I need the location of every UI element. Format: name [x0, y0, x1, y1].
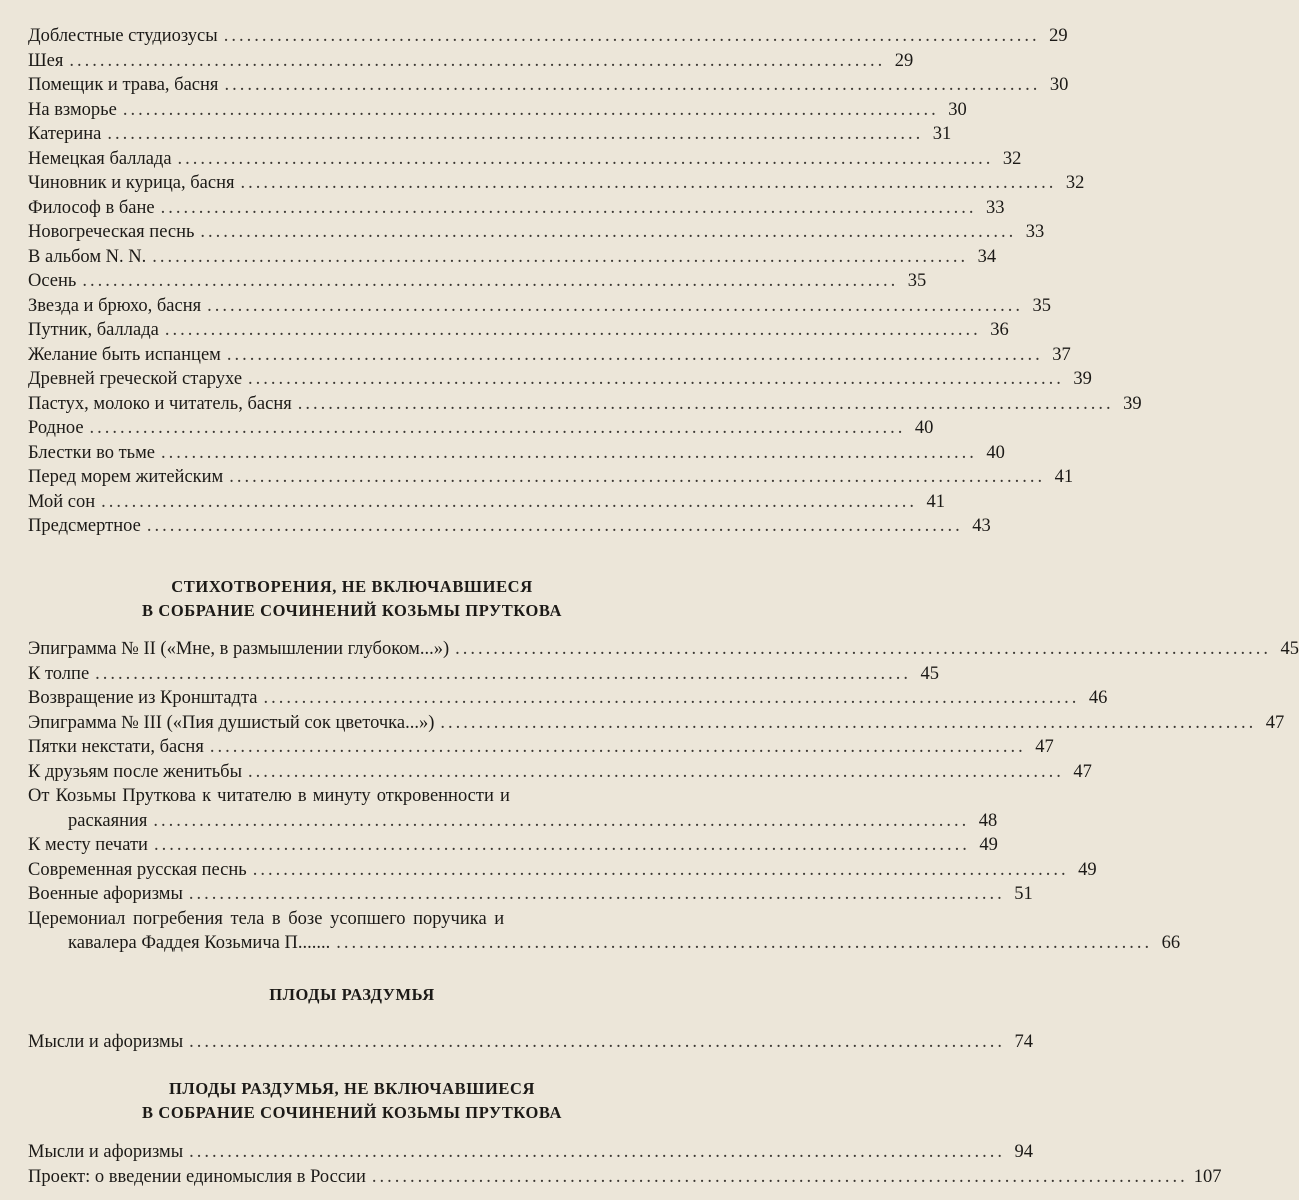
entry-title: От Козьмы Пруткова к читателю в минуту откровенности и [28, 786, 510, 806]
toc-entry [28, 221, 1045, 244]
entry-title: Пастух, молоко и читатель, басня [28, 393, 292, 414]
entry-page: 46 [1088, 688, 1108, 708]
entry-page: 40 [914, 418, 934, 438]
section-heading-line: ПЛОДЫ РАЗДУМЬЯ [269, 985, 435, 1004]
entry-title: На взморье [28, 99, 117, 120]
toc-entry [28, 344, 1071, 367]
entry-page: 30 [1049, 75, 1069, 95]
entry-page: 35 [1032, 295, 1052, 316]
toc-entry [28, 368, 1092, 391]
entry-page: 51 [1014, 884, 1033, 904]
section-heading-line: СТИХОТВОРЕНИЯ, НЕ ВКЛЮЧАВШИЕСЯ [171, 577, 533, 596]
leader-dots: ........................................................................................................... [223, 26, 1040, 46]
toc-entry [28, 761, 1092, 784]
toc-entry [28, 270, 927, 293]
entry-page: 49 [979, 835, 998, 855]
entry-title: Чиновник и курица, басня [28, 173, 235, 193]
entry-page: 107 [1193, 1167, 1222, 1187]
entry-page: 45 [1280, 639, 1299, 659]
leader-dots: ........................................................................................................... [336, 933, 1153, 953]
leader-dots: ........................................................................................................... [297, 393, 1114, 414]
entry-page: 29 [1049, 26, 1068, 46]
entry-page: 45 [920, 663, 940, 684]
leader-dots: ........................................................................................................... [371, 1167, 1188, 1187]
leader-dots: ........................................................................................................... [164, 320, 981, 340]
leader-dots: ........................................................................................................... [200, 222, 1017, 242]
entry-page: 66 [1161, 933, 1181, 953]
entry-title: Перед морем житейским [28, 467, 224, 487]
entry-page: 34 [977, 246, 997, 267]
leader-dots: ........................................................................................................... [455, 639, 1272, 659]
entry-title: Мысли и афоризмы [28, 1142, 184, 1162]
toc-entry [28, 25, 1068, 48]
toc-entry-multiline [28, 908, 1181, 956]
entry-title: К толпе [28, 663, 90, 684]
toc-entry [28, 417, 934, 440]
entry-page: 32 [1065, 173, 1085, 193]
leader-dots: ........................................................................................................... [188, 884, 1005, 904]
entry-title: Предсмертное [28, 516, 141, 536]
entry-title: Современная русская песнь [28, 859, 247, 880]
entry-title: Новогреческая песнь [28, 222, 195, 242]
toc-entry [28, 442, 1005, 465]
leader-dots: ........................................................................................................... [189, 1032, 1006, 1052]
leader-dots: ........................................................................................................... [252, 859, 1069, 880]
leader-dots: ........................................................................................................... [189, 1142, 1006, 1162]
entry-page: 47 [1035, 737, 1054, 757]
toc-entry-multiline [28, 785, 998, 833]
leader-dots: ........................................................................................................... [161, 442, 977, 463]
leader-dots: ........................................................................................................... [107, 124, 924, 144]
entry-title: Пятки некстати, басня [28, 737, 204, 757]
toc-entry [28, 736, 1054, 759]
entry-title: Желание быть испанцем [28, 344, 221, 365]
leader-dots: ........................................................................................................... [160, 197, 977, 218]
leader-dots: ........................................................................................................... [224, 75, 1041, 95]
leader-dots: ........................................................................................................... [89, 418, 906, 438]
toc-entry [28, 834, 998, 857]
leader-dots: ........................................................................................................... [152, 246, 969, 267]
entry-page: 41 [926, 491, 946, 512]
entry-title: Помещик и трава, басня [28, 75, 219, 95]
toc-entry [28, 1031, 1034, 1054]
entry-title: Философ в бане [28, 197, 155, 218]
toc-entry [28, 687, 1108, 710]
toc-entry [28, 663, 940, 686]
entry-page: 33 [1025, 222, 1045, 242]
leader-dots: ........................................................................................................... [82, 271, 899, 291]
leader-dots: ........................................................................................................... [207, 295, 1024, 316]
toc-entry [28, 393, 1142, 416]
entry-page: 74 [1014, 1032, 1034, 1052]
entry-page: 41 [1054, 467, 1074, 487]
leader-dots: ........................................................................................................... [122, 99, 939, 120]
entry-title: Древней греческой старухе [28, 369, 243, 389]
entry-title: Проект: о введении единомыслия в России [28, 1167, 366, 1187]
leader-dots: ........................................................................................................... [209, 737, 1026, 757]
entry-title: Катерина [28, 124, 102, 144]
entry-title: Осень [28, 271, 77, 291]
entry-title: Доблестные студиозусы [28, 26, 218, 46]
entry-title-continued: кавалера Фаддея Козьмича П....... [68, 933, 331, 953]
leader-dots: ........................................................................................................... [153, 810, 970, 831]
entry-page: 29 [894, 50, 914, 71]
entry-page: 49 [1078, 859, 1097, 880]
entry-page: 33 [986, 197, 1005, 218]
entry-title-continued: раскаяния [68, 810, 148, 831]
entry-page: 39 [1123, 393, 1142, 414]
toc-entry [28, 1141, 1034, 1164]
entry-page: 47 [1265, 712, 1285, 733]
entry-page: 39 [1073, 369, 1092, 389]
toc-entry [28, 148, 1022, 171]
toc-entry [28, 319, 1009, 342]
toc-entry [28, 883, 1033, 906]
entry-title: Возвращение из Кронштадта [28, 688, 258, 708]
leader-dots: ........................................................................................................... [177, 148, 994, 169]
entry-page: 32 [1002, 148, 1022, 169]
toc-entry [28, 172, 1085, 195]
leader-dots: ........................................................................................................... [95, 663, 912, 684]
entry-page: 47 [1073, 761, 1092, 782]
toc-entry [28, 123, 952, 146]
toc-entry [28, 466, 1074, 489]
toc-entry [28, 74, 1069, 97]
entry-title: К месту печати [28, 835, 148, 855]
entry-title: Военные афоризмы [28, 884, 183, 904]
toc-entry [28, 638, 1299, 661]
leader-dots: ........................................................................................................... [240, 173, 1057, 193]
entry-page: 94 [1014, 1142, 1034, 1162]
section-heading-line: В СОБРАНИЕ СОЧИНЕНИЙ КОЗЬМЫ ПРУТКОВА [142, 1103, 562, 1122]
entry-title: Эпиграмма № III («Пия душистый сок цветочка...») [28, 712, 435, 733]
entry-title: Блестки во тьме [28, 442, 156, 463]
toc-entry [28, 50, 914, 73]
leader-dots: ........................................................................................................... [229, 467, 1046, 487]
section-heading-line: В СОБРАНИЕ СОЧИНЕНИЙ КОЗЬМЫ ПРУТКОВА [142, 601, 562, 620]
entry-title: Родное [28, 418, 84, 438]
leader-dots: ........................................................................................................... [69, 50, 886, 71]
entry-title: Эпиграмма № II («Мне, в размышлении глубоком...») [28, 639, 450, 659]
entry-title: Немецкая баллада [28, 148, 172, 169]
toc-entry [28, 859, 1097, 882]
leader-dots: ........................................................................................................... [248, 369, 1064, 389]
toc-entry [28, 246, 997, 269]
entry-title: Мой сон [28, 491, 96, 512]
toc-entry [28, 515, 991, 538]
entry-title: В альбом N. N. [28, 246, 147, 267]
entry-page: 48 [978, 810, 998, 831]
leader-dots: ........................................................................................................... [146, 516, 963, 536]
entry-title: Церемониал погребения тела в бозе усопшего поручика и [28, 908, 505, 929]
entry-page: 37 [1052, 344, 1071, 365]
entry-title: Шея [28, 50, 64, 71]
entry-page: 43 [972, 516, 991, 536]
leader-dots: ........................................................................................................... [101, 491, 918, 512]
leader-dots: ........................................................................................................... [440, 712, 1257, 733]
entry-title: Звезда и брюхо, басня [28, 295, 202, 316]
toc-entry [28, 712, 1285, 735]
entry-page: 30 [948, 99, 967, 120]
entry-title: Мысли и афоризмы [28, 1032, 184, 1052]
leader-dots: ........................................................................................................... [226, 344, 1043, 365]
toc-entry [28, 491, 946, 514]
section-heading-line: ПЛОДЫ РАЗДУМЬЯ, НЕ ВКЛЮЧАВШИЕСЯ [168, 1079, 536, 1098]
leader-dots: ........................................................................................................... [248, 761, 1064, 782]
entry-page: 35 [907, 271, 927, 291]
toc-entry [28, 1166, 1222, 1189]
entry-page: 31 [932, 124, 952, 144]
entry-page: 36 [990, 320, 1009, 340]
entry-page: 40 [986, 442, 1005, 463]
entry-title: К друзьям после женитьбы [28, 761, 243, 782]
leader-dots: ........................................................................................................... [153, 835, 970, 855]
entry-title: Путник, баллада [28, 320, 159, 340]
toc-entry [28, 197, 1005, 220]
toc-entry [28, 99, 967, 122]
toc-entry [28, 295, 1052, 318]
leader-dots: ........................................................................................................... [263, 688, 1080, 708]
